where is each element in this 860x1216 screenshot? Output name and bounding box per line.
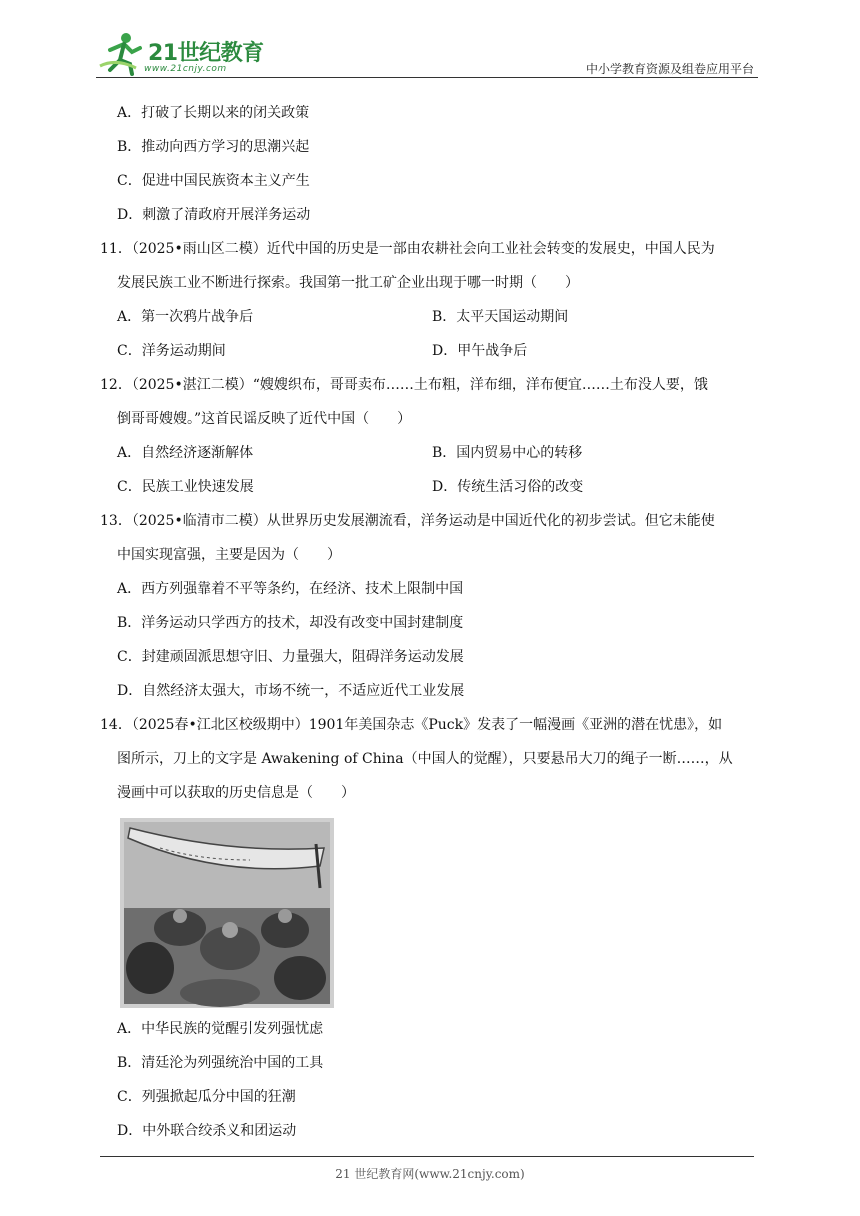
q12-option-c: C．民族工业快速发展 xyxy=(117,479,254,495)
q10-option-c: C．促进中国民族资本主义产生 xyxy=(117,173,310,189)
q12-options-row2 xyxy=(100,470,770,504)
q13-option-a: A．西方列强靠着不平等条约，在经济、技术上限制中国 xyxy=(117,581,464,597)
header-divider xyxy=(96,77,758,78)
q14-option-b: B．清廷沦为列强统治中国的工具 xyxy=(117,1055,324,1071)
logo-text: 21世纪教育 xyxy=(148,41,264,66)
q13-stem-line1: 13．（2025•临清市二模）从世界历史发展潮流看，洋务运动是中国近代化的初步尝试。但它未能使 xyxy=(100,513,715,529)
q11-option-c: C．洋务运动期间 xyxy=(117,343,226,359)
q14-option-a: A．中华民族的觉醒引发列强忧虑 xyxy=(117,1021,324,1037)
q12-stem-line1: 12．（2025•湛江二模）“嫂嫂织布，哥哥卖布……土布粗，洋布细，洋布便宜……土布没人要，饿 xyxy=(100,377,708,393)
q14-stem-line3: 漫画中可以获取的历史信息是（ ） xyxy=(117,785,355,801)
header-platform-text: 中小学教育资源及组卷应用平台 xyxy=(585,62,754,76)
q10-option-b: B．推动向西方学习的思潮兴起 xyxy=(117,139,310,155)
logo-url: www.21cnjy.com xyxy=(144,64,227,74)
footer-divider xyxy=(100,1156,754,1157)
q11-options-row2 xyxy=(100,334,770,368)
site-logo xyxy=(96,30,266,78)
q12-options-row1 xyxy=(100,436,770,470)
q11-option-d: D．甲午战争后 xyxy=(432,343,528,359)
q13-option-b: B．洋务运动只学西方的技术，却没有改变中国封建制度 xyxy=(117,615,464,631)
q14-stem-line2: 图所示，刀上的文字是 Awakening of China（中国人的觉醒），只要悬吊大刀的绳子一断……，从 xyxy=(117,751,733,767)
q14-option-d: D．中外联合绞杀义和团运动 xyxy=(117,1123,297,1139)
q12-option-d: D．传统生活习俗的改变 xyxy=(432,479,584,495)
q14-stem-line1: 14．（2025春•江北区校级期中）1901年美国杂志《Puck》发表了一幅漫画《亚洲的潜在忧患》，如 xyxy=(100,717,723,733)
q11-stem-line1: 11．（2025•雨山区二模）近代中国的历史是一部由农耕社会向工业社会转变的发展史，中国人民为 xyxy=(100,241,715,257)
q13-option-c: C．封建顽固派思想守旧、力量强大，阻碍洋务运动发展 xyxy=(117,649,464,665)
q11-option-b: B．太平天国运动期间 xyxy=(432,309,569,325)
q13-option-d: D．自然经济太强大，市场不统一，不适应近代工业发展 xyxy=(117,683,465,699)
page-footer: 21 世纪教育网(www.21cnjy.com) xyxy=(335,1167,525,1181)
runner-logo-icon xyxy=(96,30,146,76)
q11-option-a: A．第一次鸦片战争后 xyxy=(117,309,254,325)
q10-option-a: A．打破了长期以来的闭关政策 xyxy=(117,105,310,121)
q10-option-d: D．刺激了清政府开展洋务运动 xyxy=(117,207,311,223)
q12-option-a: A．自然经济逐渐解体 xyxy=(117,445,254,461)
q14-option-c: C．列强掀起瓜分中国的狂潮 xyxy=(117,1089,296,1105)
q12-stem-line2: 倒哥哥嫂嫂。”这首民谣反映了近代中国（ ） xyxy=(117,411,412,427)
puck-cartoon-image xyxy=(120,818,334,1008)
q11-options-row1 xyxy=(100,300,770,334)
page-header xyxy=(96,30,756,78)
q13-stem-line2: 中国实现富强，主要是因为（ ） xyxy=(117,547,341,563)
q11-stem-line2: 发展民族工业不断进行探索。我国第一批工矿企业出现于哪一时期（ ） xyxy=(117,275,579,291)
q12-option-b: B．国内贸易中心的转移 xyxy=(432,445,583,461)
question-content xyxy=(100,96,770,1148)
